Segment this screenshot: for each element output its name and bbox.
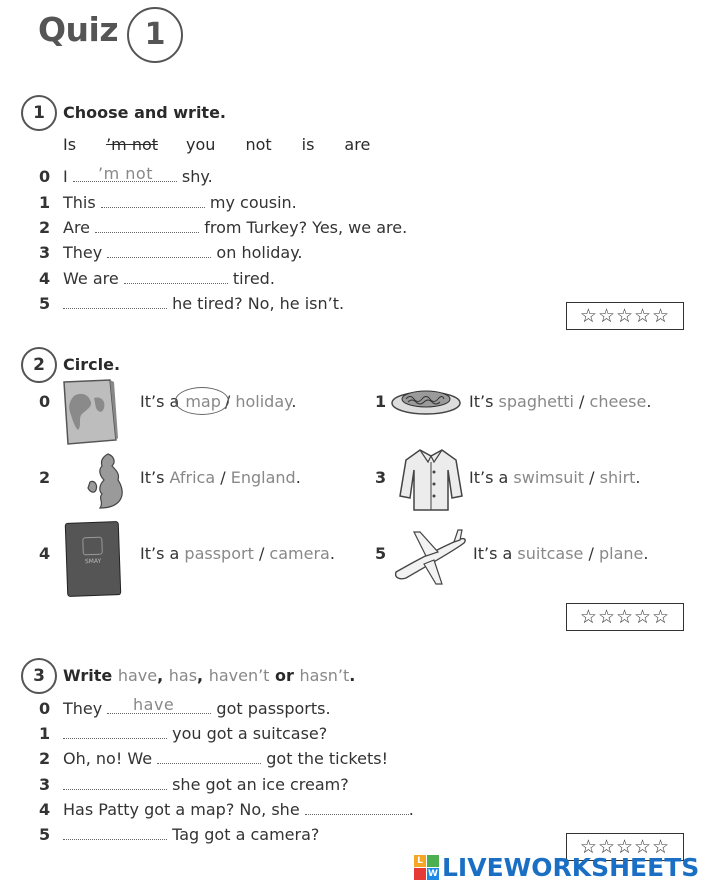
sentence-text: you got a suitcase?	[172, 724, 328, 743]
word-bank-item: is	[301, 135, 315, 154]
sentence	[63, 193, 297, 212]
option-1[interactable]: passport	[184, 544, 254, 563]
sentence-text: They	[63, 243, 103, 262]
section-3-number: 3	[21, 658, 57, 694]
sentence-text: on holiday.	[216, 243, 303, 262]
circle-mark	[175, 387, 229, 415]
section-2-number: 2	[21, 347, 57, 383]
answer-blank[interactable]	[95, 219, 199, 233]
title-word: Write	[63, 666, 113, 685]
sentence	[63, 800, 414, 819]
item-number: 0	[39, 392, 51, 411]
or-word: or	[275, 666, 294, 685]
word-bank	[63, 135, 400, 154]
option-2[interactable]: plane	[598, 544, 644, 563]
sentence-text: It’s a	[140, 392, 180, 411]
item-number: 0	[39, 699, 51, 718]
liveworksheets-logo[interactable]: LIVEWORKSHEETS	[442, 853, 700, 882]
period: .	[646, 392, 652, 411]
item-number: 3	[375, 468, 387, 487]
period: .	[295, 468, 301, 487]
separator: /	[588, 544, 594, 563]
sentence-text: This	[63, 193, 96, 212]
item-number: 5	[375, 544, 387, 563]
sentence-text: I	[63, 167, 68, 186]
option-1[interactable]: suitcase	[517, 544, 584, 563]
sentence	[63, 243, 303, 262]
score-stars: ☆☆☆☆☆	[566, 833, 684, 861]
option-1[interactable]: Africa	[169, 468, 216, 487]
period: .	[643, 544, 649, 563]
item-number: 1	[39, 724, 51, 743]
item-number: 4	[39, 800, 51, 819]
sentence-text: tired.	[232, 269, 275, 288]
sentence-text: she got an ice cream?	[172, 775, 349, 794]
sentence	[63, 269, 275, 288]
passport-label: SMAY	[84, 557, 102, 566]
word-bank-item-crossed: ’m not	[106, 135, 159, 154]
example-answer: have	[133, 695, 175, 714]
circle-sentence	[140, 468, 301, 487]
separator: /	[220, 468, 226, 487]
liveworksheets-badge-icon	[414, 855, 440, 881]
circle-sentence	[469, 392, 651, 411]
option-1[interactable]: swimsuit	[513, 468, 585, 487]
sentence-text: he tired? No, he isn’t.	[172, 294, 345, 313]
period: .	[329, 544, 335, 563]
item-number: 2	[39, 468, 51, 487]
spaghetti-picture	[390, 385, 462, 417]
sentence-text: It’s	[140, 468, 165, 487]
sentence	[63, 294, 344, 313]
option-word: haven’t	[208, 666, 270, 685]
option-2[interactable]: camera	[269, 544, 330, 563]
sentence	[63, 749, 388, 768]
section-1-title: Choose and write.	[63, 103, 227, 122]
answer-blank[interactable]	[305, 801, 409, 815]
option-word: has	[168, 666, 198, 685]
word-bank-item: you	[186, 135, 216, 154]
answer-blank[interactable]	[124, 270, 228, 284]
sentence	[63, 775, 349, 794]
britain-map-picture	[86, 452, 132, 512]
option-circled[interactable]	[181, 392, 225, 411]
item-number: 5	[39, 294, 51, 313]
passport-picture	[65, 521, 122, 597]
sentence-text: Tag got a camera?	[172, 825, 320, 844]
period: .	[635, 468, 641, 487]
period: .	[291, 392, 297, 411]
answer-blank[interactable]	[63, 776, 167, 790]
option-1[interactable]: spaghetti	[498, 392, 574, 411]
sentence	[63, 724, 327, 743]
sentence-text: It’s	[469, 392, 494, 411]
option-2[interactable]: holiday	[235, 392, 292, 411]
sentence-text: Oh, no! We	[63, 749, 153, 768]
item-number: 1	[39, 193, 51, 212]
circle-sentence	[140, 544, 335, 563]
separator: /	[589, 468, 595, 487]
item-number: 2	[39, 218, 51, 237]
option-2[interactable]: shirt	[599, 468, 636, 487]
answer-blank[interactable]	[63, 295, 167, 309]
answer-blank[interactable]	[63, 826, 167, 840]
option-2[interactable]: England	[230, 468, 296, 487]
section-2-title: Circle.	[63, 355, 121, 374]
answer-blank[interactable]	[157, 750, 261, 764]
sentence-text: Are	[63, 218, 91, 237]
sentence-text: It’s a	[473, 544, 513, 563]
plane-picture	[392, 528, 468, 586]
circle-sentence	[473, 544, 648, 563]
item-number: 4	[39, 544, 51, 563]
separator: /	[579, 392, 585, 411]
sentence-text: It’s a	[469, 468, 509, 487]
item-number: 4	[39, 269, 51, 288]
badge-letter: L	[414, 855, 426, 867]
badge-square	[414, 868, 426, 880]
answer-blank[interactable]	[101, 194, 205, 208]
shirt-picture	[398, 446, 464, 514]
sentence-text: .	[408, 800, 414, 819]
item-number: 0	[39, 167, 51, 186]
badge-letter: W	[428, 869, 438, 879]
badge-square	[427, 855, 439, 867]
sentence-text: shy.	[181, 167, 213, 186]
option-word: hasn’t	[299, 666, 350, 685]
item-number: 3	[39, 775, 51, 794]
map-picture	[60, 378, 120, 446]
sentence-text: Has Patty got a map? No, she	[63, 800, 300, 819]
answer-blank[interactable]	[63, 725, 167, 739]
section-1-number: 1	[21, 95, 57, 131]
word-bank-item: are	[344, 135, 371, 154]
item-number: 5	[39, 825, 51, 844]
sentence-text: We are	[63, 269, 119, 288]
quiz-title: Quiz	[38, 10, 119, 49]
section-3-title: Write have, has, haven’t or hasn’t.	[63, 666, 356, 685]
option-word: have	[117, 666, 158, 685]
sentence-text: my cousin.	[209, 193, 297, 212]
separator: /	[224, 392, 231, 411]
option-1: map	[185, 392, 221, 411]
answer-blank[interactable]	[107, 244, 211, 258]
word-bank-item: Is	[63, 135, 77, 154]
score-stars: ☆☆☆☆☆	[566, 603, 684, 631]
sentence	[63, 825, 319, 844]
item-number: 1	[375, 392, 387, 411]
quiz-number-badge: 1	[127, 7, 183, 63]
separator: /	[258, 544, 265, 563]
option-2[interactable]: cheese	[589, 392, 647, 411]
item-number: 3	[39, 243, 51, 262]
circle-sentence	[469, 468, 641, 487]
item-number: 2	[39, 749, 51, 768]
sentence-text: They	[63, 699, 103, 718]
sentence	[63, 218, 407, 237]
sentence-text: got the tickets!	[266, 749, 388, 768]
sentence-text: It’s a	[140, 544, 180, 563]
word-bank-item: not	[245, 135, 272, 154]
example-answer: ’m not	[98, 164, 153, 183]
sentence-text: got passports.	[216, 699, 331, 718]
sentence-text: from Turkey? Yes, we are.	[204, 218, 408, 237]
passport-emblem	[82, 537, 103, 556]
circle-sentence	[140, 392, 296, 411]
score-stars: ☆☆☆☆☆	[566, 302, 684, 330]
sentence	[63, 699, 331, 718]
